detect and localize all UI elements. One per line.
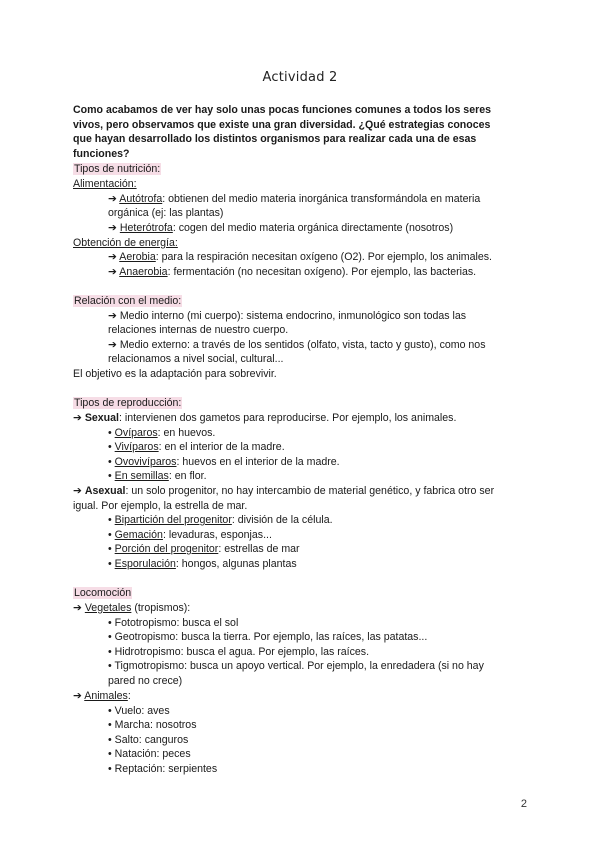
bullet-icon: • [108,734,115,746]
heterotrofa-item: ➔ Heterótrofa: cogen del medio materia orgánica directamente (nosotros) [108,222,454,234]
sexual-subitem: • En semillas: en flor. [108,470,207,482]
bullet-icon: • [108,748,115,760]
sexual-subitem: • Vivíparos: en el interior de la madre. [108,441,285,453]
intro-question [73,103,533,161]
arrow-icon: ➔ [108,251,120,263]
arrow-icon: ➔ [108,339,120,351]
reproduction-heading: Tipos de reproducción: [74,397,182,409]
arrow-icon: ➔ [108,193,120,205]
arrow-icon: ➔ [108,310,120,322]
anaerobia-item: ➔ Anaerobia: fermentación (no necesitan oxígeno). Por ejemplo, las bacterias. [108,266,477,278]
relation-heading: Relación con el medio: [74,295,182,307]
bullet-icon: • [108,660,115,672]
locomotion-heading: Locomoción [74,587,132,599]
energia-heading: Obtención de energía: [73,237,178,249]
bullet-icon: • [108,456,115,468]
bullet-icon: • [108,427,115,439]
nutrition-heading: Tipos de nutrición: [74,163,161,175]
intro-line: funciones? [73,147,130,160]
medio-externo-item: ➔ Medio externo: a través de los sentidos (olfato, vista, tacto y gusto), como nos [108,339,486,351]
vegetales-subitem: • Geotropismo: busca la tierra. Por ejemplo, las raíces, las patatas... [108,631,428,643]
asexual-subitem: • Esporulación: hongos, algunas plantas [108,558,297,570]
bullet-icon: • [108,514,115,526]
vegetales-subitem: • Hidrotropismo: busca el agua. Por ejemplo, las raíces. [108,646,370,658]
bullet-icon: • [108,617,115,629]
animales-item: ➔ Animales: [73,690,131,702]
animales-subitem: • Vuelo: aves [108,705,170,717]
animales-subitem: • Salto: canguros [108,734,189,746]
animales-subitem: • Marcha: nosotros [108,719,197,731]
vegetales-subitem: • Tigmotropismo: busca un apoyo vertical. Por ejemplo, la enredadera (si no hay [108,660,484,672]
bullet-icon: • [108,719,115,731]
asexual-subitem: • Porción del progenitor: estrellas de mar [108,543,300,555]
medio-interno-item: ➔ Medio interno (mi cuerpo): sistema endocrino, inmunológico son todas las [108,310,467,322]
autotrofa-item-cont: orgánica (ej: las plantas) [108,207,224,219]
bullet-icon: • [108,646,115,658]
medio-externo-cont: relacionamos a nivel social, cultural... [108,353,284,365]
bullet-icon: • [108,470,115,482]
vegetales-subitem: • Fototropismo: busca el sol [108,617,239,629]
arrow-icon: ➔ [73,602,85,614]
arrow-icon: ➔ [73,412,85,424]
intro-line: que hayan desarrollado los distintos organismos para realizar cada una de esas [73,133,477,145]
page-title: Actividad 2 [262,70,338,85]
sexual-item: ➔ Sexual: intervienen dos gametos para reproducirse. Por ejemplo, los animales. [73,412,457,424]
bullet-icon: • [108,441,115,453]
bullet-icon: • [108,763,115,775]
vegetales-subitem-cont: pared no crece) [108,675,183,687]
asexual-subitem: • Bipartición del progenitor: división de la célula. [108,514,333,526]
arrow-icon: ➔ [108,222,120,234]
autotrofa-item: ➔ Autótrofa: obtienen del medio materia inorgánica transformándola en materia [108,193,481,205]
bullet-icon: • [108,631,115,643]
intro-line: vivos, pero observamos que existe una gran diversidad. ¿Qué estrategias conoces [73,118,491,131]
page-number: 2 [520,798,527,810]
intro-line: Como acabamos de ver hay solo unas pocas funciones comunes a todos los seres [73,104,491,116]
objetivo-text: El objetivo es la adaptación para sobrevivir. [73,368,277,380]
arrow-icon: ➔ [73,690,85,702]
bullet-icon: • [108,705,115,717]
bullet-icon: • [108,558,115,570]
sexual-subitem: • Ovovivíparos: huevos en el interior de la madre. [108,456,340,468]
asexual-subitem: • Gemación: levaduras, esponjas... [108,529,272,541]
alimentacion-heading: Alimentación: [73,178,137,190]
medio-interno-cont: relaciones internas de nuestro cuerpo. [108,324,289,336]
arrow-icon: ➔ [108,266,120,278]
bullet-icon: • [108,529,115,541]
arrow-icon: ➔ [73,485,85,497]
asexual-item-cont: igual. Por ejemplo, la estrella de mar. [73,500,248,512]
bullet-icon: • [108,543,115,555]
vegetales-item: ➔ Vegetales (tropismos): [73,602,191,614]
animales-subitem: • Natación: peces [108,748,191,760]
aerobia-item: ➔ Aerobia: para la respiración necesitan oxígeno (O2). Por ejemplo, los animales. [108,251,492,263]
animales-subitem: • Reptación: serpientes [108,763,218,775]
asexual-item: ➔ Asexual: un solo progenitor, no hay intercambio de material genético, y fabrica otro ser [73,485,495,497]
sexual-subitem: • Ovíparos: en huevos. [108,427,216,439]
